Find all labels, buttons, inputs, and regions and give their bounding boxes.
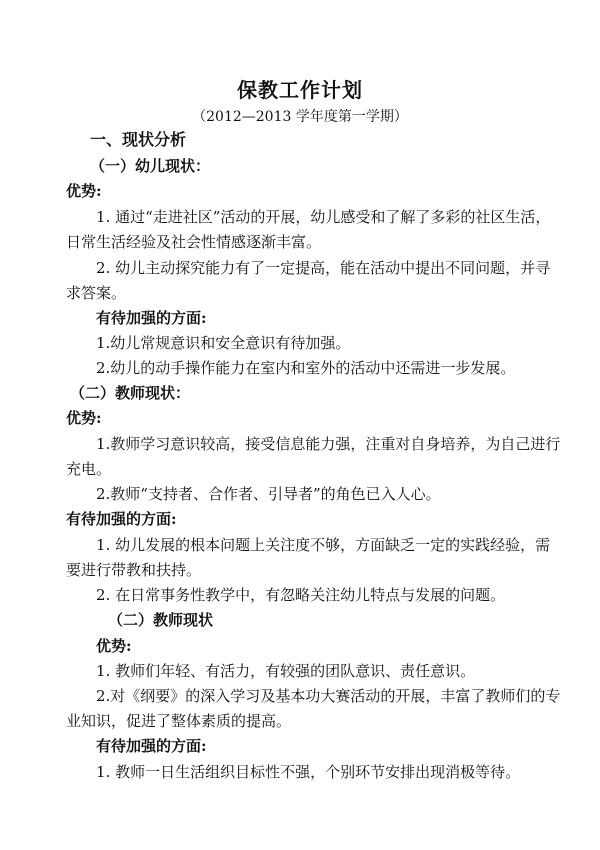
paragraph-line: 充电。	[66, 460, 112, 478]
paragraph-line: 2. 幼儿主动探究能力有了一定提高，能在活动中提出不同问题，并寻	[96, 259, 551, 277]
advantage-label: 优势:	[66, 182, 102, 200]
paragraph-line: 2.对《纲要》的深入学习及基本功大赛活动的开展，丰富了教师们的专	[96, 687, 561, 705]
document-subtitle: （2012—2013 学年度第一学期）	[192, 109, 408, 125]
paragraph-line: 业知识，促进了整体素质的提高。	[66, 712, 292, 730]
paragraph-line: 1.幼儿常规意识和安全意识有待加强。	[96, 334, 351, 352]
paragraph-line: 求答案。	[66, 284, 127, 302]
advantage-label: 优势:	[66, 409, 102, 427]
improvement-label: 有待加强的方面:	[96, 309, 207, 327]
paragraph-line: 2.幼儿的动手操作能力在室内和室外的活动中还需进一步发展。	[96, 359, 516, 377]
paragraph-line: 1.教师学习意识较高，接受信息能力强，注重对自身培养，为自己进行	[96, 435, 561, 453]
paragraph-line: 要进行带教和扶持。	[66, 561, 202, 579]
advantage-label: 优势:	[96, 637, 132, 655]
improvement-label: 有待加强的方面:	[66, 510, 177, 528]
improvement-label: 有待加强的方面:	[96, 737, 207, 755]
paragraph-line: 1. 通过“走进社区”活动的开展，幼儿感受和了解了多彩的社区生活，	[96, 208, 551, 226]
section-heading-analysis: 一、现状分析	[90, 130, 187, 149]
paragraph-line: 1. 幼儿发展的根本问题上关注度不够，方面缺乏一定的实践经验，需	[96, 536, 551, 554]
subsection-heading-teachers: （二）教师现状：	[70, 384, 191, 402]
subsection-heading-children: （一）幼儿现状：	[90, 157, 211, 175]
paragraph-line: 2.教师“支持者、合作者、引导者”的角色已入人心。	[96, 485, 441, 503]
subsection-heading-teachers-2: （二）教师现状	[108, 611, 214, 629]
paragraph-line: 日常生活经验及社会性情感逐渐丰富。	[66, 233, 322, 251]
paragraph-line: 1. 教师们年轻、有活力，有较强的团队意识、责任意识。	[96, 662, 476, 680]
paragraph-line: 1. 教师一日生活组织目标性不强，个别环节安排出现消极等待。	[96, 763, 521, 781]
paragraph-line: 2. 在日常事务性教学中，有忽略关注幼儿特点与发展的问题。	[96, 586, 506, 604]
document-title: 保教工作计划	[237, 78, 363, 102]
